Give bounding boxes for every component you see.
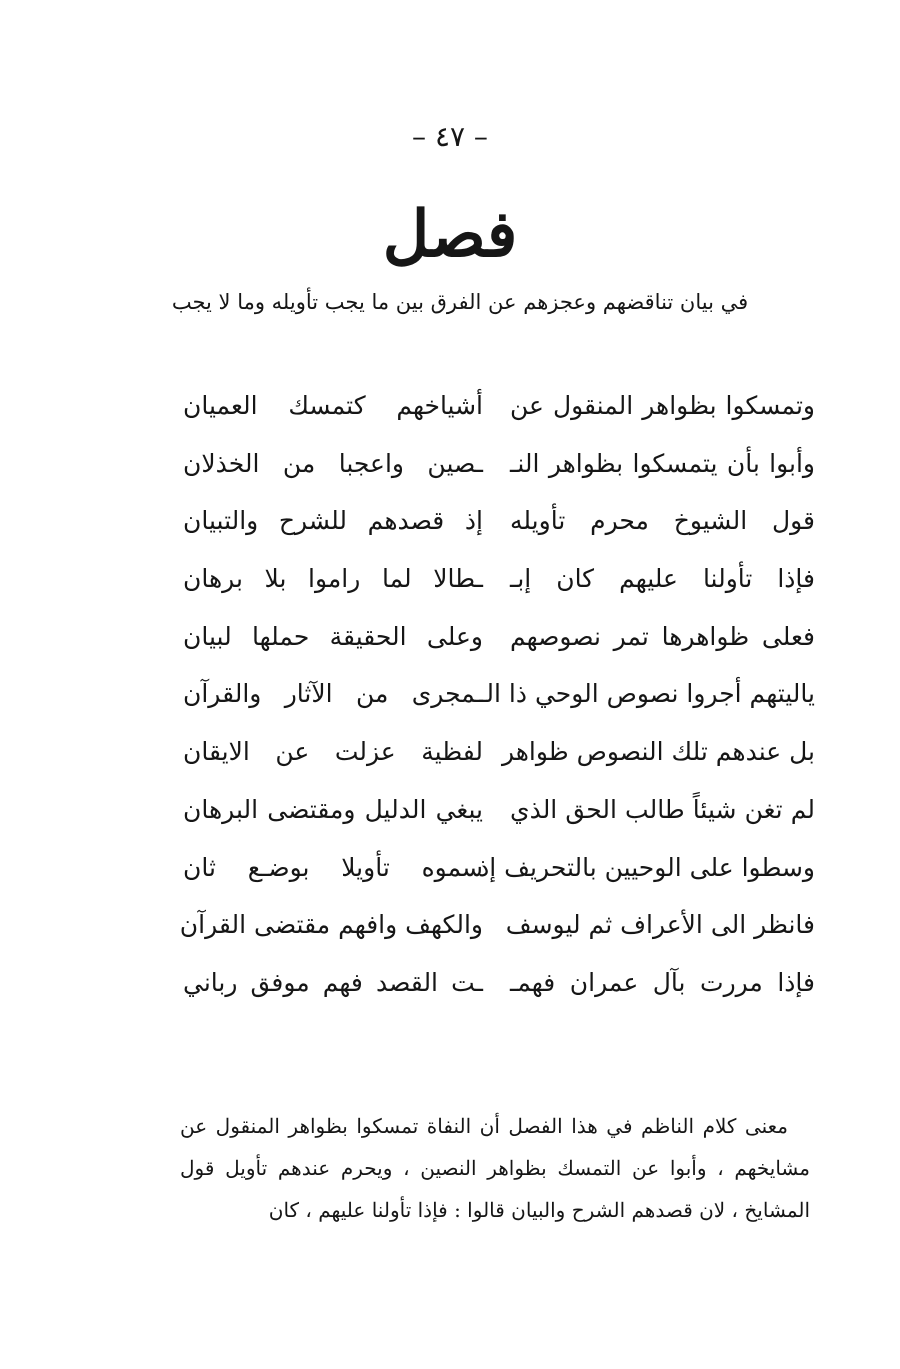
verse [175,609,815,667]
poem [175,378,815,1013]
verse-second-hemistich: أشياخهم كتمسك العميان [183,391,483,420]
verse-first-hemistich: ياليتهم أجروا نصوص الوحي ذا الـ [479,679,815,709]
verse-second-hemistich: لفظية عزلت عن الايقان [183,737,483,767]
verse-first-hemistich: بل عندهم تلك النصوص ظواهر [501,737,815,767]
verse-first-hemistich: وتمسكوا بظواهر المنقول عن [510,391,815,420]
section-subheading: في بيان تناقضهم وعجزهم عن الفرق بين ما يجب تأويله وما لا يجب [171,290,749,314]
verse [175,493,815,551]
commentary-paragraph: معنى كلام الناظم في هذا الفصل أن النفاة تمسكوا بظواهر المنقول عن مشايخهم ، وأبوا عن التمسك بظواهر النصين ، ويحرم عندهم تأويل قول المشايخ ، لان قصدهم الشرح والبيان قالوا : فإذا تأولنا عليهم ، كان [180,1114,810,1222]
verse [175,840,815,898]
verse [175,955,815,1013]
verse [175,551,815,609]
verse-second-hemistich: وعلى الحقيقة حملها لبيان [183,621,483,651]
verse [175,897,815,955]
verse-first-hemistich: قول الشيوخ محرم تأويله [510,506,815,536]
verse-first-hemistich: وأبوا بأن يتمسكوا بظواهر النـ [510,448,815,478]
verse [175,724,815,782]
verse-second-hemistich: يبغي الدليل ومقتضى البرهان [183,794,483,824]
verse-second-hemistich: ـصين واعجبا من الخذلان [183,448,483,478]
section-heading: فصل [382,197,518,272]
verse-second-hemistich: ـت القصد فهم موفق رباني [183,967,483,997]
verse-second-hemistich: والكهف وافهم مقتضى القرآن [179,910,483,940]
verse-second-hemistich: سموه تأويلا بوضـع ثان [183,852,483,882]
verse-second-hemistich: ـطالا لما راموا بلا برهان [183,564,483,594]
verse-first-hemistich: وسطوا على الوحيين بالتحريف إذ [478,852,815,882]
verse [175,436,815,494]
verse [175,666,815,724]
commentary [180,1105,810,1231]
verse [175,782,815,840]
verse-first-hemistich: لم تغن شيئاً طالب الحق الذي [510,794,815,824]
page-number: – ٤٧ – [412,120,488,153]
verse-first-hemistich: فإذا تأولنا عليهم كان إبـ [510,564,815,594]
verse-second-hemistich: ـمجرى من الآثار والقرآن [183,679,483,709]
verse [175,378,815,436]
verse-second-hemistich: إذ قصدهم للشرح والتبيان [183,506,483,536]
verse-first-hemistich: فإذا مررت بآل عمران فهمـ [510,967,815,997]
verse-first-hemistich: فانظر الى الأعراف ثم ليوسف [505,910,815,940]
verse-first-hemistich: فعلى ظواهرها تمر نصوصهم [510,621,815,651]
